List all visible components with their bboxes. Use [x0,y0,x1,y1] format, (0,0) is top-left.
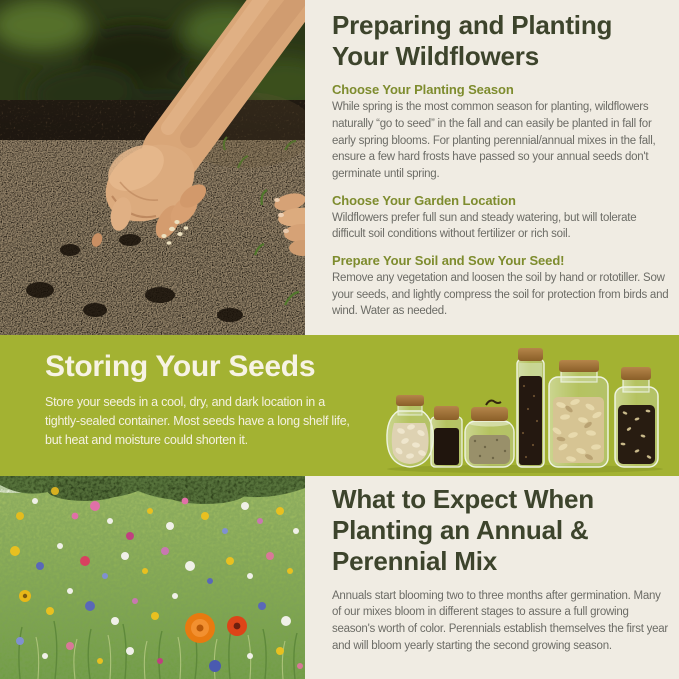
jar-pumpkin-seeds [549,360,608,467]
garden-location-body: Wildflowers prefer full sun and steady watering, but will tolerate difficult soil conditions without fertilizer or rich soil. [332,211,637,241]
storing-band [0,335,679,476]
preparing-section [332,10,670,320]
cork-lid [396,395,424,406]
jar-sunflower-seeds [615,367,658,467]
jar-dark-seeds-small [431,406,462,467]
expect-section [332,484,672,654]
storing-title: Storing Your Seeds [45,350,316,383]
cork-lid [434,406,459,420]
garden-location-heading: Choose Your Garden Location [332,192,516,208]
wildflower-meadow-illustration [0,476,305,679]
hand-planting-illustration [0,0,305,335]
jar-tall-dark-seeds [517,348,544,467]
hand-planting-photo [0,0,305,335]
seed-jars-illustration [385,341,667,473]
wildflower-meadow-photo [0,476,305,679]
jar-white-beans [387,395,433,467]
subsection-planting-season [332,82,670,182]
seed-pod-decoration [486,401,501,405]
cork-lid [518,348,543,361]
planting-season-heading: Choose Your Planting Season [332,82,514,98]
cork-lid [559,360,599,372]
expect-title: What to Expect When Planting an Annual & Perennial Mix [332,484,594,577]
preparing-title: Preparing and Planting Your Wildflowers [332,10,613,72]
subsection-garden-location [332,193,670,243]
planting-season-body: While spring is the most common season for planting, wildflowers naturally “go to seed” in the fall and can easily be planted in fall for early spring blooms. For planting perennial/annual mixes in the fall, ensure a few hard frosts have passed so your annual seeds don't germinate until spring. [332,101,656,181]
cork-lid [471,407,508,421]
jar-fine-seeds [465,401,514,467]
expect-body: Annuals start blooming two to three months after germination. Many of our mixes bloom in different stages to assure a full growing season's worth of color. Perennials establish themselves the first year and will bloom yearly starting the second growing season. [332,589,669,652]
seed-jars-photo [385,341,667,473]
subsection-prepare-soil [332,253,670,320]
prepare-soil-body: Remove any vegetation and loosen the soil by hand or rototiller. Sow your seeds, and lightly compress the soil for protection from birds and wind. Water as needed. [332,272,669,318]
storing-text-block [45,350,357,449]
storing-body: Store your seeds in a cool, dry, and dark location in a tightly-sealed container. Most seeds have a long shelf life, but heat and moisture could shorten it. [45,395,350,447]
cork-lid [621,367,651,380]
prepare-soil-heading: Prepare Your Soil and Sow Your Seed! [332,253,565,269]
